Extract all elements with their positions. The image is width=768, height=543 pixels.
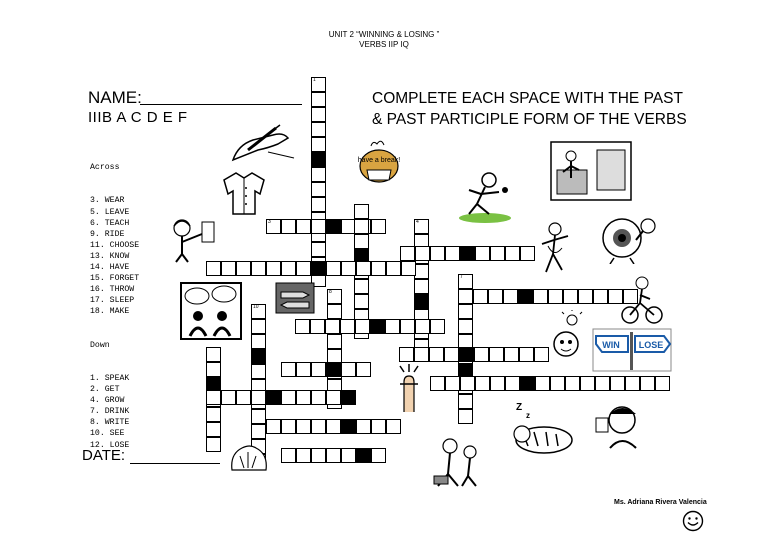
sleeping-tiger-icon	[510, 398, 578, 456]
instructions-line-2: & PAST PARTICIPLE FORM OF THE VERBS	[372, 111, 687, 128]
crossword-cell[interactable]	[311, 182, 326, 197]
crossword-cell[interactable]	[206, 362, 221, 377]
across-clue-8: 15. FORGET	[90, 274, 140, 284]
class-groups: IIIB A C D E F	[88, 109, 188, 126]
clue-number: 3	[268, 219, 271, 225]
crossword-cell[interactable]	[266, 219, 281, 234]
crossword-cell[interactable]	[281, 419, 296, 434]
signpost-icon	[275, 282, 315, 314]
crossword-cell[interactable]	[221, 261, 236, 276]
crossword-cell[interactable]	[458, 379, 473, 394]
crossword-cell[interactable]	[386, 419, 401, 434]
crossword-block	[460, 246, 475, 261]
unit-title: UNIT 2 “WINNING & LOSING ”	[328, 30, 440, 39]
teacher-icon	[168, 218, 216, 264]
crossword-cell[interactable]	[236, 261, 251, 276]
crossword-block	[520, 376, 535, 391]
leaving-room-picture	[549, 140, 633, 202]
crossword-cell[interactable]	[311, 92, 326, 107]
crossword-cell[interactable]	[311, 227, 326, 242]
across-clue-2: 5. LEAVE	[90, 207, 130, 217]
family-sharing-icon	[430, 436, 486, 490]
down-clue-1: 1. SPEAK	[90, 373, 130, 383]
growing-hands-icon	[226, 440, 272, 476]
crossword-cell[interactable]	[251, 319, 266, 334]
crossword-cell[interactable]	[458, 289, 473, 304]
across-clue-4: 9. RIDE	[90, 229, 125, 239]
down-clues	[90, 373, 139, 451]
crossword-cell[interactable]	[340, 319, 355, 334]
crossword-cell[interactable]	[251, 261, 266, 276]
crossword-cell[interactable]	[414, 279, 429, 294]
down-heading: Down	[90, 340, 110, 350]
crossword-cell[interactable]	[296, 261, 311, 276]
down-clue-2: 2. GET	[90, 385, 120, 395]
crossword-cell[interactable]	[371, 261, 386, 276]
crossword-cell[interactable]	[356, 261, 371, 276]
crossword-cell[interactable]	[371, 219, 386, 234]
crossword-cell[interactable]	[430, 246, 445, 261]
crossword-cell[interactable]	[386, 261, 401, 276]
crossword-cell[interactable]	[326, 261, 341, 276]
crossword-cell[interactable]	[281, 261, 296, 276]
crossword-block	[311, 152, 326, 167]
crossword-cell[interactable]	[251, 394, 266, 409]
crossword-cell[interactable]	[296, 448, 311, 463]
crossword-cell[interactable]	[354, 204, 369, 219]
crossword-cell[interactable]	[490, 376, 505, 391]
crossword-cell[interactable]	[503, 289, 518, 304]
crossword-cell[interactable]	[356, 219, 371, 234]
crossword-cell[interactable]	[519, 347, 534, 362]
crossword-cell[interactable]	[475, 376, 490, 391]
crossword-cell[interactable]	[414, 219, 429, 234]
name-blank-line[interactable]	[140, 104, 302, 105]
crossword-cell[interactable]	[444, 347, 459, 362]
crossword-cell[interactable]	[311, 242, 326, 257]
crossword-cell[interactable]	[534, 347, 549, 362]
crossword-cell[interactable]	[563, 289, 578, 304]
across-clue-9: 16. THROW	[90, 285, 135, 295]
crossword-block	[251, 349, 266, 364]
crossword-cell[interactable]	[206, 392, 221, 407]
across-clue-1: 3. WEAR	[90, 196, 125, 206]
crossword-cell[interactable]	[430, 376, 445, 391]
crossword-cell[interactable]	[327, 334, 342, 349]
crossword-cell[interactable]	[548, 289, 563, 304]
crossword-cell[interactable]	[458, 409, 473, 424]
crossword-cell[interactable]	[520, 246, 535, 261]
forget-finger-icon	[394, 362, 424, 414]
crossword-cell[interactable]	[327, 349, 342, 364]
crossword-cell[interactable]	[311, 390, 326, 405]
break-sign-text: have a break!	[357, 157, 401, 164]
crossword-cell[interactable]	[354, 309, 369, 324]
break-bread-icon	[357, 138, 401, 188]
crossword-cell[interactable]	[311, 122, 326, 137]
crossword-block	[326, 362, 341, 377]
across-clue-7: 14. HAVE	[90, 263, 130, 273]
crossword-cell[interactable]	[489, 347, 504, 362]
crossword-cell[interactable]	[625, 376, 640, 391]
crossword-cell[interactable]	[429, 347, 444, 362]
crossword-cell[interactable]	[206, 422, 221, 437]
crossword-cell[interactable]	[445, 246, 460, 261]
crossword-cell[interactable]	[236, 390, 251, 405]
crossword-cell[interactable]	[385, 319, 400, 334]
down-clue-5: 8. WRITE	[90, 418, 130, 428]
crossword-cell[interactable]	[311, 197, 326, 212]
crossword-cell[interactable]	[266, 261, 281, 276]
crossword-cell[interactable]	[414, 339, 429, 354]
speaking-people-picture	[180, 282, 242, 340]
down-clue-4: 7. DRINK	[90, 407, 130, 417]
author-credit: Ms. Adriana Rivera Valencia	[614, 499, 707, 506]
crossword-cell[interactable]	[327, 379, 342, 394]
crossword-cell[interactable]	[414, 264, 429, 279]
crossword-cell[interactable]	[445, 376, 460, 391]
crossword-cell[interactable]	[565, 376, 580, 391]
crossword-cell[interactable]	[488, 289, 503, 304]
win-lose-sign-picture	[592, 328, 672, 372]
crossword-cell[interactable]	[401, 261, 416, 276]
crossword-cell[interactable]	[311, 167, 326, 182]
clue-number: 10	[253, 304, 259, 310]
crossword-cell[interactable]	[206, 407, 221, 422]
crossword-cell[interactable]	[354, 324, 369, 339]
crossword-cell[interactable]	[311, 362, 326, 377]
clue-number: 4	[416, 219, 419, 225]
crossword-cell[interactable]	[655, 376, 670, 391]
crossword-cell[interactable]	[400, 246, 415, 261]
crossword-cell[interactable]	[281, 448, 296, 463]
win-sign-text: WIN	[602, 340, 620, 350]
crossword-cell[interactable]	[327, 289, 342, 304]
crossword-cell[interactable]	[458, 289, 473, 304]
across-clue-10: 17. SLEEP	[90, 296, 135, 306]
crossword-block	[311, 261, 326, 276]
date-blank-line[interactable]	[130, 463, 220, 464]
instructions-line-1: COMPLETE EACH SPACE WITH THE PAST	[372, 90, 683, 107]
crossword-cell[interactable]	[399, 347, 414, 362]
crossword-cell[interactable]	[296, 390, 311, 405]
crossword-cell[interactable]	[475, 246, 490, 261]
crossword-cell[interactable]	[371, 448, 386, 463]
crossword-cell[interactable]	[595, 376, 610, 391]
crossword-cell[interactable]	[311, 419, 326, 434]
crossword-cell[interactable]	[458, 319, 473, 334]
crossword-cell[interactable]	[533, 289, 548, 304]
hand-writing-icon	[228, 120, 298, 165]
crossword-cell[interactable]	[580, 376, 595, 391]
clue-list	[90, 140, 139, 462]
crossword-block	[341, 390, 356, 405]
clue-number: 1	[313, 77, 316, 83]
crossword-cell[interactable]	[296, 419, 311, 434]
crossword-cell[interactable]	[341, 448, 356, 463]
crossword-cell[interactable]	[458, 274, 473, 289]
crossword-cell[interactable]	[414, 324, 429, 339]
crossword-cell[interactable]	[206, 347, 221, 362]
crossword-cell[interactable]	[356, 362, 371, 377]
crossword-cell[interactable]	[311, 212, 326, 227]
crossword-cell[interactable]	[325, 319, 340, 334]
across-clues	[90, 195, 139, 317]
svg-text:z: z	[526, 411, 530, 420]
down-clue-7: 12. LOSE	[90, 440, 130, 450]
crossword-cell[interactable]	[354, 234, 369, 249]
smiley-icon	[682, 510, 704, 532]
crossword-cell[interactable]	[341, 362, 356, 377]
clue-number: 7	[460, 274, 463, 280]
crossword-cell[interactable]	[311, 77, 326, 92]
crossword-cell[interactable]	[414, 309, 429, 324]
crossword-cell[interactable]	[281, 219, 296, 234]
crossword-cell[interactable]	[311, 257, 326, 272]
throwing-figure-icon	[455, 170, 520, 225]
crossword-cell[interactable]	[505, 246, 520, 261]
crossword-cell[interactable]	[458, 349, 473, 364]
crossword-cell[interactable]	[295, 319, 310, 334]
crossword-cell[interactable]	[327, 319, 342, 334]
crossword-cell[interactable]	[593, 289, 608, 304]
crossword-cell[interactable]	[430, 319, 445, 334]
crossword-block	[414, 294, 429, 309]
shirt-icon	[222, 170, 266, 216]
crossword-cell[interactable]	[355, 319, 370, 334]
crossword-cell[interactable]	[221, 390, 236, 405]
crossword-cell[interactable]	[251, 379, 266, 394]
crossword-cell[interactable]	[311, 107, 326, 122]
crossword-block	[370, 319, 385, 334]
crossword-cell[interactable]	[311, 219, 326, 234]
crossword-cell[interactable]	[400, 319, 415, 334]
crossword-cell[interactable]	[354, 264, 369, 279]
leaving-girl-icon	[538, 220, 572, 278]
crossword-cell[interactable]	[251, 390, 266, 405]
bike-rider-icon	[620, 275, 664, 325]
across-heading: Across	[90, 163, 120, 173]
crossword-block	[266, 390, 281, 405]
lose-sign-text: LOSE	[638, 340, 664, 350]
crossword-block	[458, 364, 473, 379]
crossword-cell[interactable]	[251, 409, 266, 424]
crossword-cell[interactable]	[296, 219, 311, 234]
across-clue-11: 18. MAKE	[90, 307, 130, 317]
crossword-cell[interactable]	[414, 234, 429, 249]
crossword-cell[interactable]	[327, 304, 342, 319]
down-clue-6: 10. SEE	[90, 429, 125, 439]
crossword-cell[interactable]	[415, 319, 430, 334]
crossword-cell[interactable]	[311, 137, 326, 152]
crossword-cell[interactable]	[415, 246, 430, 261]
crossword-cell[interactable]	[310, 319, 325, 334]
crossword-cell[interactable]	[206, 437, 221, 452]
worksheet-header	[0, 30, 768, 50]
down-clue-3: 4. GROW	[90, 396, 125, 406]
crossword-block	[206, 377, 221, 392]
crossword-cell[interactable]	[578, 289, 593, 304]
crossword-cell[interactable]	[550, 376, 565, 391]
crossword-block	[326, 219, 341, 234]
crossword-cell[interactable]	[327, 394, 342, 409]
crossword-cell[interactable]	[327, 364, 342, 379]
crossword-cell[interactable]	[490, 246, 505, 261]
crossword-cell[interactable]	[458, 304, 473, 319]
crossword-cell[interactable]	[640, 376, 655, 391]
crossword-cell[interactable]	[474, 347, 489, 362]
crossword-cell[interactable]	[371, 419, 386, 434]
svg-text:Z: Z	[516, 402, 523, 413]
crossword-cell[interactable]	[460, 376, 475, 391]
crossword-cell[interactable]	[504, 347, 519, 362]
crossword-cell[interactable]	[610, 376, 625, 391]
crossword-block	[518, 289, 533, 304]
crossword-cell[interactable]	[356, 419, 371, 434]
crossword-cell[interactable]	[311, 448, 326, 463]
crossword-cell[interactable]	[458, 334, 473, 349]
unit-subtitle: VERBS IIP IQ	[359, 40, 409, 49]
across-clue-6: 13. KNOW	[90, 251, 130, 261]
crossword-block	[356, 448, 371, 463]
crossword-cell[interactable]	[206, 390, 221, 405]
crossword-cell[interactable]	[458, 394, 473, 409]
crossword-cell[interactable]	[505, 376, 520, 391]
crossword-cell[interactable]	[326, 390, 341, 405]
crossword-cell[interactable]	[354, 219, 369, 234]
crossword-cell[interactable]	[354, 294, 369, 309]
crossword-cell[interactable]	[326, 448, 341, 463]
crossword-block	[354, 249, 369, 264]
idea-thinking-icon	[550, 310, 588, 362]
clue-number: 8	[329, 289, 332, 295]
crossword-cell[interactable]	[414, 249, 429, 264]
crossword-cell[interactable]	[281, 390, 296, 405]
crossword-cell[interactable]	[535, 376, 550, 391]
crossword-cell[interactable]	[251, 364, 266, 379]
crossword-cell[interactable]	[251, 304, 266, 319]
name-label: NAME:	[88, 88, 142, 107]
crossword-cell[interactable]	[266, 419, 281, 434]
crossword-cell[interactable]	[281, 362, 296, 377]
crossword-cell[interactable]	[354, 279, 369, 294]
drinking-boy-icon	[590, 400, 650, 452]
crossword-cell[interactable]	[326, 419, 341, 434]
crossword-cell[interactable]	[414, 347, 429, 362]
across-clue-3: 6. TEACH	[90, 218, 130, 228]
date-label: DATE:	[82, 447, 126, 464]
crossword-cell[interactable]	[296, 362, 311, 377]
crossword-block	[459, 347, 474, 362]
instructions	[372, 88, 712, 130]
crossword-cell[interactable]	[251, 424, 266, 439]
crossword-block	[341, 419, 356, 434]
across-clue-5: 11. CHOOSE	[90, 240, 140, 250]
crossword-cell[interactable]	[341, 261, 356, 276]
crossword-cell[interactable]	[473, 289, 488, 304]
eyeball-see-icon	[598, 212, 660, 264]
crossword-cell[interactable]	[341, 219, 356, 234]
crossword-cell[interactable]	[251, 334, 266, 349]
